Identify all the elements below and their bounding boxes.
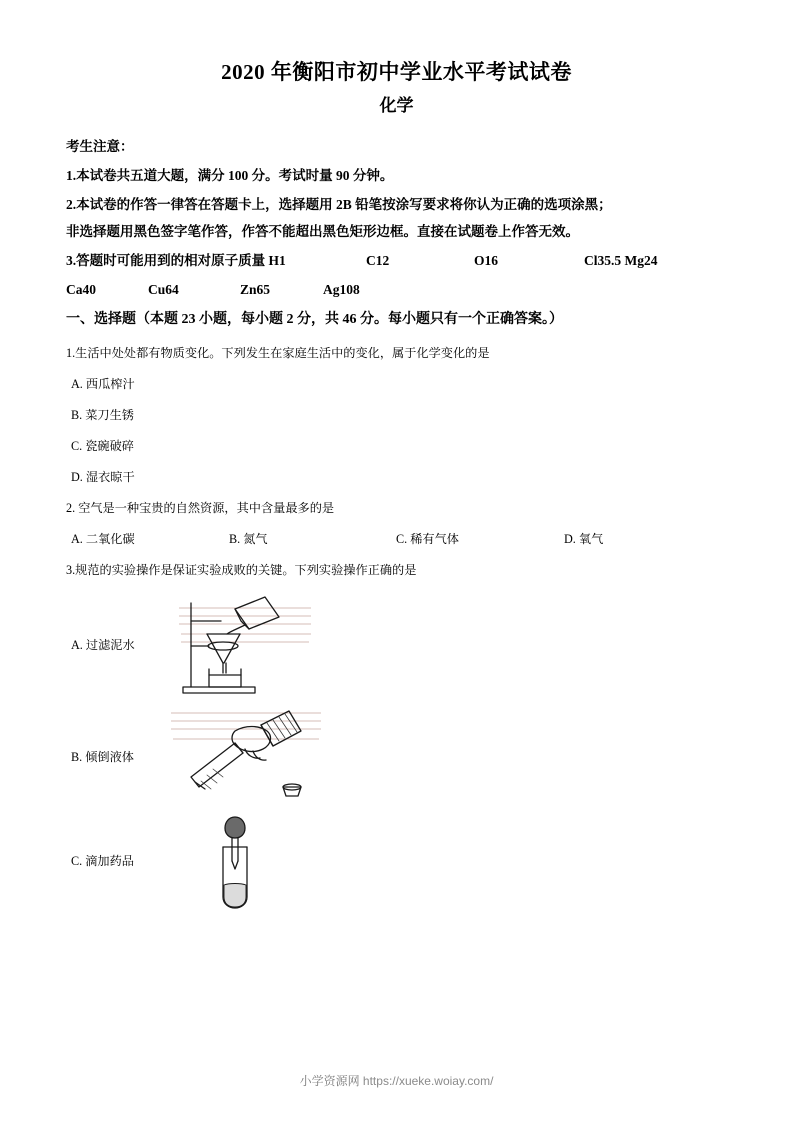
question-2-option-b[interactable]: B. 氮气 <box>229 532 268 546</box>
adding-reagent-dropper-figure <box>161 811 301 911</box>
question-1-option-a[interactable]: A. 西瓜榨汁 <box>71 377 135 391</box>
atomic-mass-ca40: Ca40 <box>66 282 96 297</box>
notice-item-1: 1.本试卷共五道大题，满分 100 分。考试时量 90 分钟。 <box>66 168 394 183</box>
question-2-option-c[interactable]: C. 稀有气体 <box>396 532 459 546</box>
atomic-mass-zn65: Zn65 <box>240 282 271 297</box>
notice-item-2 <box>66 195 727 242</box>
question-1-option-c[interactable]: C. 瓷碗破碎 <box>71 439 134 453</box>
notice-heading: 考生注意： <box>66 139 134 154</box>
question-3-option-c-label[interactable]: C. 滴加药品 <box>71 854 134 868</box>
question-3-option-a-row[interactable] <box>66 591 727 699</box>
question-3-option-b-label[interactable]: B. 倾倒液体 <box>71 750 134 764</box>
question-1-option-b[interactable]: B. 菜刀生锈 <box>71 408 134 422</box>
atomic-mass-cu64: Cu64 <box>148 282 179 297</box>
notice-item-2-line2: 非选择题用黑色签字笔作答，作答不能超出黑色矩形边框。直接在试题卷上作答无效。 <box>66 224 579 239</box>
page-title: 2020 年衡阳市初中学业水平考试试卷 <box>221 60 572 84</box>
notice-item-2-line1: 2.本试卷的作答一律答在答题卡上，选择题用 2B 铅笔按涂写要求将你认为正确的选项涂黑； <box>66 197 612 212</box>
subject-title: 化学 <box>379 96 414 115</box>
atomic-mass-line-2 <box>66 280 727 300</box>
atomic-mass-cl-mg: Cl35.5 Mg24 <box>584 253 658 268</box>
question-2-option-a[interactable]: A. 二氧化碳 <box>71 532 135 546</box>
question-3-option-a-label[interactable]: A. 过滤泥水 <box>71 638 135 652</box>
notice-item-3: 3.答题时可能用到的相对原子质量 H1 <box>66 253 286 268</box>
question-2-option-d[interactable]: D. 氧气 <box>564 532 604 546</box>
filtration-apparatus-figure <box>161 591 321 699</box>
watermark-site-name: 小学资源网 <box>299 1074 360 1088</box>
atomic-mass-line-1 <box>66 251 727 271</box>
question-stem-1: 1.生活中处处都有物质变化。下列发生在家庭生活中的变化，属于化学变化的是 <box>66 346 490 360</box>
atomic-mass-o16: O16 <box>474 253 499 268</box>
footer-watermark <box>0 1072 793 1089</box>
atomic-mass-c12: C12 <box>366 253 390 268</box>
question-3-option-b-row[interactable] <box>66 703 727 807</box>
question-1-option-d[interactable]: D. 湿衣晾干 <box>71 470 135 484</box>
question-stem-3: 3.规范的实验操作是保证实验成败的关键。下列实验操作正确的是 <box>66 563 417 577</box>
section-heading-choice: 一、选择题（本题 23 小题，每小题 2 分，共 46 分。每小题只有一个正确答案。） <box>66 312 563 327</box>
question-2-options <box>66 529 727 549</box>
question-stem-2: 2. 空气是一种宝贵的自然资源，其中含量最多的是 <box>66 501 335 515</box>
question-3-option-c-row[interactable] <box>66 811 727 911</box>
pouring-liquid-figure <box>161 703 341 807</box>
atomic-mass-ag108: Ag108 <box>323 282 360 297</box>
watermark-url: https://xueke.woiay.com/ <box>362 1074 494 1088</box>
